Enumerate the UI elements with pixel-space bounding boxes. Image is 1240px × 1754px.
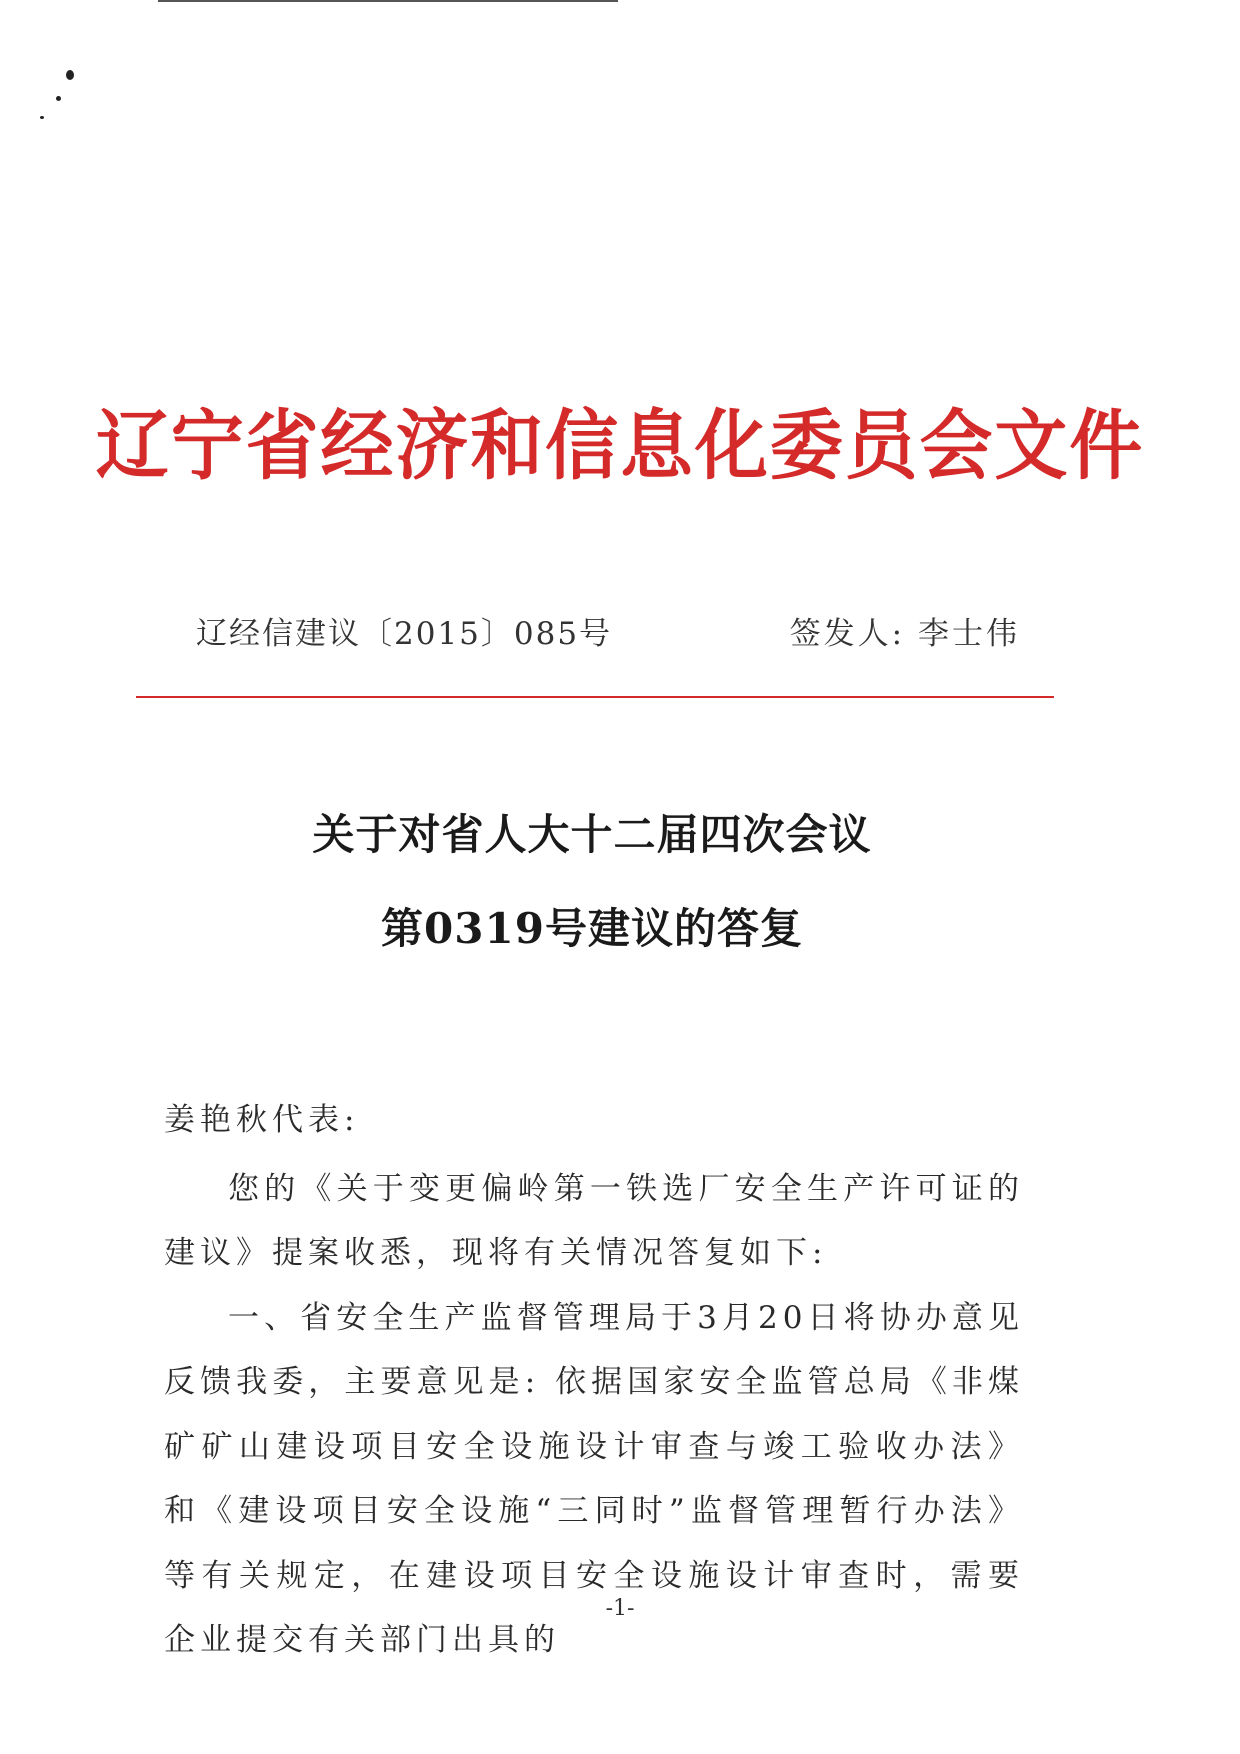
document-number: 辽经信建议〔2015〕085号: [196, 616, 613, 652]
document-title-line-2: 第0319号建议的答复: [381, 904, 803, 953]
signer: 签发人: 李士伟: [789, 616, 1020, 652]
scan-speck: [66, 70, 74, 80]
document-body: [164, 1088, 1024, 1673]
document-title-line-1: 关于对省人大十二届四次会议: [312, 810, 872, 859]
salutation: 姜艳秋代表:: [164, 1102, 360, 1138]
top-scan-line: [158, 0, 618, 2]
red-divider: [136, 696, 1054, 698]
page-number: -1-: [605, 1596, 635, 1621]
agency-header-title: 辽宁省经济和信息化委员会文件: [95, 401, 1145, 490]
body-paragraph: 一、省安全生产监督管理局于3月20日将协办意见反馈我委，主要意见是: 依据国家安全监管总局《非煤矿矿山建设项目安全设施设计审查与竣工验收办法》和《建设项目安全设施“三同时”监督管理暂行办法》等有关规定，在建设项目安全设施设计审查时，需要企业提交有关部门出具的: [164, 1299, 1024, 1658]
body-paragraph: 您的《关于变更偏岭第一铁选厂安全生产许可证的建议》提案收悉，现将有关情况答复如下:: [164, 1170, 1024, 1271]
scan-speck: [56, 96, 61, 101]
scan-speck: [40, 116, 44, 119]
